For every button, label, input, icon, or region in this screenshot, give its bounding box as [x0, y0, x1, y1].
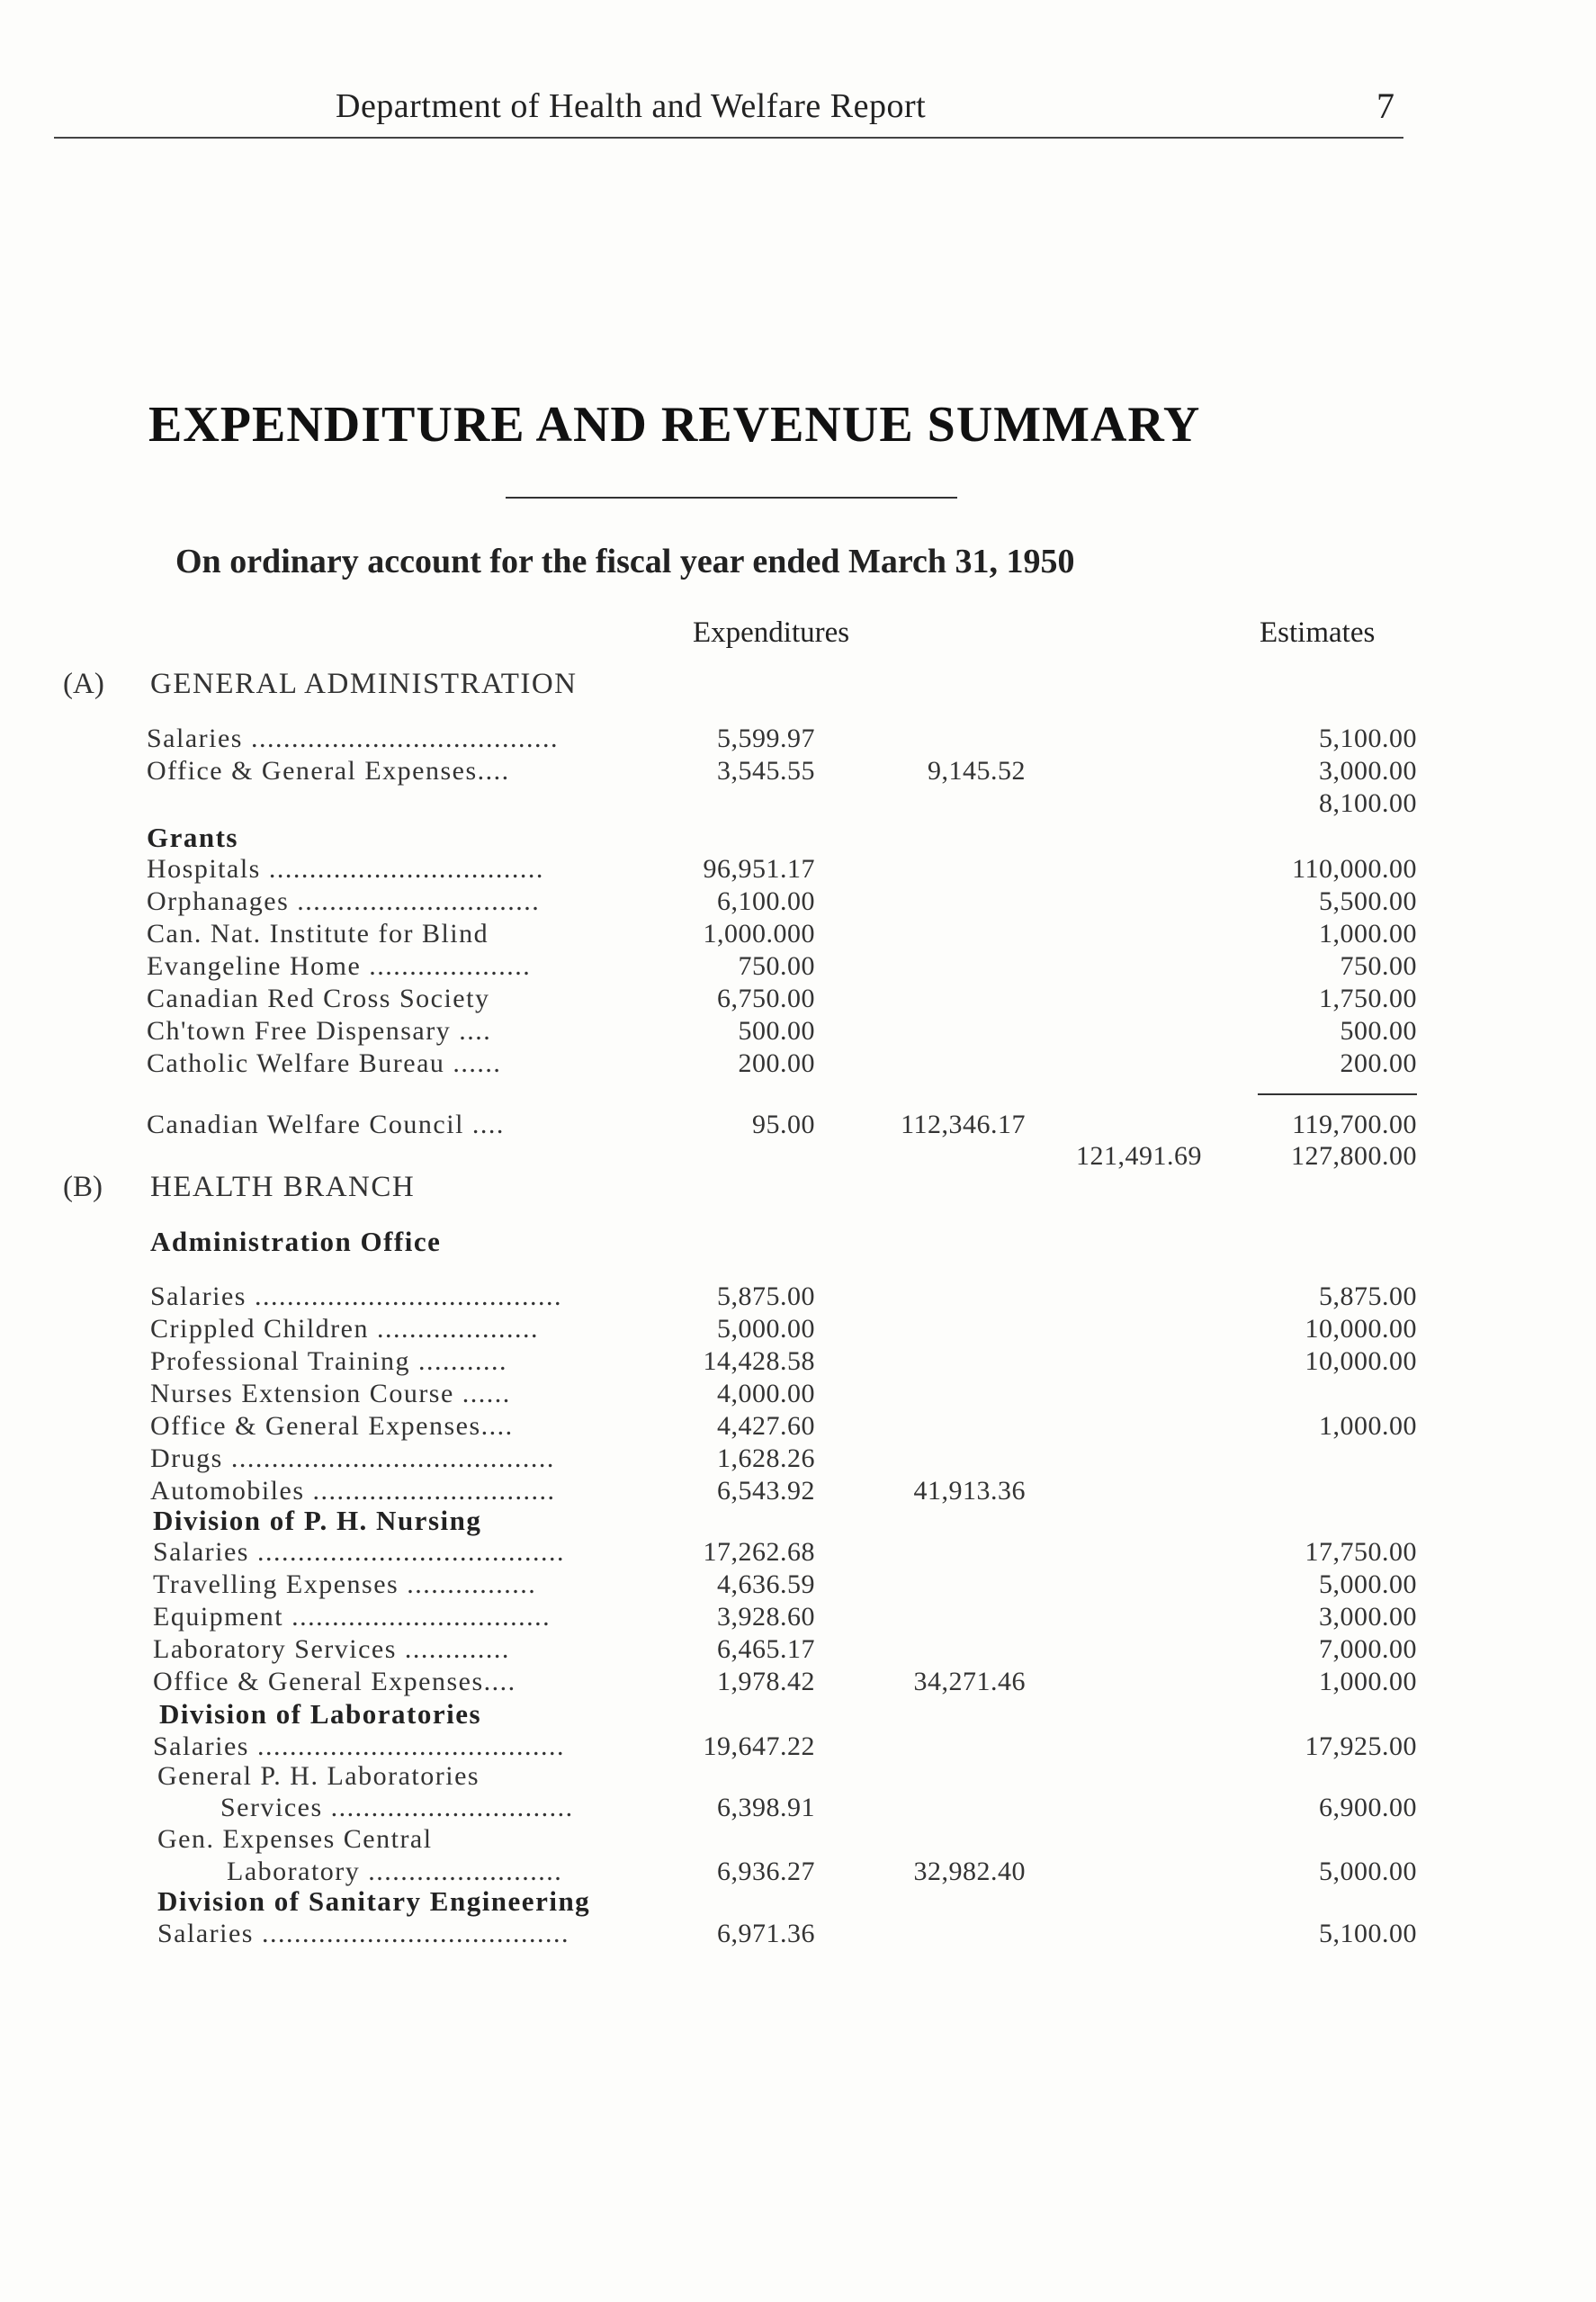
- expenditure-value: 3,928.60: [717, 1602, 815, 1632]
- expenditure-value: 6,971.36: [717, 1919, 815, 1948]
- subtotal-value: 41,913.36: [913, 1476, 1026, 1506]
- section-a-title: GENERAL ADMINISTRATION: [150, 668, 578, 700]
- expenditure-value: 5,875.00: [717, 1281, 815, 1311]
- estimate-value: 1,750.00: [1319, 984, 1417, 1013]
- page-title: EXPENDITURE AND REVENUE SUMMARY: [148, 397, 1201, 453]
- row-label-line-2: Laboratory ........................: [227, 1857, 563, 1886]
- expenditure-value: 4,427.60: [717, 1411, 815, 1441]
- row-label: Salaries ......................................: [157, 1919, 569, 1948]
- estimate-value: 7,000.00: [1319, 1634, 1417, 1664]
- row-label: Hospitals ..................................: [147, 854, 544, 884]
- row-label: Salaries ......................................: [153, 1537, 565, 1567]
- column-header-expenditures: Expenditures: [693, 616, 850, 649]
- expenditure-value: 6,398.91: [717, 1793, 815, 1822]
- estimate-value: 6,900.00: [1319, 1793, 1417, 1822]
- estimate-value: 3,000.00: [1319, 756, 1417, 786]
- estimate-value: 5,000.00: [1319, 1569, 1417, 1599]
- running-title: Department of Health and Welfare Report: [336, 87, 927, 125]
- laboratories-division-heading: Division of Laboratories: [159, 1698, 482, 1730]
- expenditure-value: 6,750.00: [717, 984, 815, 1013]
- row-label: Drugs ........................................: [150, 1443, 555, 1473]
- page-subtitle: On ordinary account for the fiscal year ended March 31, 1950: [175, 543, 1075, 580]
- row-label-line-1: Gen. Expenses Central: [157, 1824, 433, 1854]
- estimate-value: 1,000.00: [1319, 1667, 1417, 1696]
- row-label: Equipment ................................: [153, 1602, 551, 1632]
- expenditure-value: 3,545.55: [717, 756, 815, 786]
- row-label: Salaries ......................................: [150, 1281, 562, 1311]
- estimate-value: 5,100.00: [1319, 1919, 1417, 1948]
- expenditure-value: 96,951.17: [703, 854, 815, 884]
- estimate-value: 17,750.00: [1305, 1537, 1417, 1567]
- row-label: Office & General Expenses....: [150, 1411, 514, 1441]
- estimate-value: 17,925.00: [1305, 1731, 1417, 1761]
- estimate-value: 5,875.00: [1319, 1281, 1417, 1311]
- row-label: Office & General Expenses....: [153, 1667, 516, 1696]
- estimate-value: 500.00: [1340, 1016, 1417, 1046]
- estimate-value: 110,000.00: [1292, 854, 1417, 884]
- expenditure-value: 14,428.58: [703, 1346, 815, 1376]
- column-header-estimates: Estimates: [1260, 616, 1376, 649]
- estimate-value: 5,000.00: [1319, 1857, 1417, 1886]
- administration-office-heading: Administration Office: [150, 1226, 442, 1257]
- section-a-mark: (A): [63, 668, 104, 700]
- row-label: Crippled Children ....................: [150, 1314, 539, 1344]
- row-label: Salaries ......................................: [153, 1731, 565, 1761]
- total-rule: [1258, 1093, 1417, 1095]
- estimate-value: 5,100.00: [1319, 724, 1417, 753]
- title-rule: [506, 497, 957, 499]
- nursing-division-heading: Division of P. H. Nursing: [153, 1505, 482, 1536]
- subtotal-value: 34,271.46: [913, 1667, 1026, 1696]
- page-number: 7: [1376, 85, 1394, 126]
- expenditure-value: 5,599.97: [717, 724, 815, 753]
- expenditure-value: 4,636.59: [717, 1569, 815, 1599]
- row-label: Evangeline Home ....................: [147, 951, 532, 981]
- section-a-total-estimate: 127,800.00: [1291, 1141, 1417, 1171]
- expenditure-value: 6,936.27: [717, 1857, 815, 1886]
- row-label: Nurses Extension Course ......: [150, 1379, 511, 1408]
- expenditure-value: 500.00: [738, 1016, 815, 1046]
- expenditure-value: 95.00: [752, 1110, 815, 1139]
- sanitary-engineering-heading: Division of Sanitary Engineering: [157, 1885, 591, 1917]
- row-label-line-2: Services ..............................: [220, 1793, 574, 1822]
- subtotal-value: 112,346.17: [901, 1110, 1026, 1139]
- estimate-value: 3,000.00: [1319, 1602, 1417, 1632]
- expenditure-value: 1,628.26: [717, 1443, 815, 1473]
- row-label: Office & General Expenses....: [147, 756, 510, 786]
- estimate-value: 1,000.00: [1319, 919, 1417, 949]
- expenditure-value: 4,000.00: [717, 1379, 815, 1408]
- row-label: Professional Training ...........: [150, 1346, 508, 1376]
- expenditure-value: 6,100.00: [717, 886, 815, 916]
- row-label: Catholic Welfare Bureau ......: [147, 1048, 502, 1078]
- estimate-value: 119,700.00: [1292, 1110, 1417, 1139]
- row-label: Laboratory Services .............: [153, 1634, 510, 1664]
- estimate-subtotal: 8,100.00: [1319, 788, 1417, 818]
- estimate-value: 200.00: [1340, 1048, 1417, 1078]
- expenditure-value: 5,000.00: [717, 1314, 815, 1344]
- expenditure-value: 1,978.42: [717, 1667, 815, 1696]
- estimate-value: 5,500.00: [1319, 886, 1417, 916]
- row-label: Canadian Welfare Council ....: [147, 1110, 505, 1139]
- row-label: Orphanages ..............................: [147, 886, 541, 916]
- row-label-line-1: General P. H. Laboratories: [157, 1761, 480, 1791]
- expenditure-value: 17,262.68: [703, 1537, 815, 1567]
- section-a-total-expenditure: 121,491.69: [1076, 1141, 1202, 1171]
- subtotal-value: 9,145.52: [928, 756, 1026, 786]
- grants-heading: Grants: [147, 822, 238, 853]
- expenditure-value: 19,647.22: [703, 1731, 815, 1761]
- expenditure-value: 6,465.17: [717, 1634, 815, 1664]
- subtotal-value: 32,982.40: [913, 1857, 1026, 1886]
- row-label: Can. Nat. Institute for Blind: [147, 919, 489, 949]
- header-rule: [54, 137, 1403, 139]
- estimate-value: 1,000.00: [1319, 1411, 1417, 1441]
- expenditure-value: 1,000.000: [703, 919, 815, 949]
- estimate-value: 10,000.00: [1305, 1346, 1417, 1376]
- expenditure-value: 200.00: [738, 1048, 815, 1078]
- row-label: Travelling Expenses ................: [153, 1569, 537, 1599]
- section-b-title: HEALTH BRANCH: [150, 1171, 416, 1203]
- section-b-mark: (B): [63, 1171, 103, 1203]
- row-label: Canadian Red Cross Society: [147, 984, 490, 1013]
- row-label: Ch'town Free Dispensary ....: [147, 1016, 492, 1046]
- estimate-value: 750.00: [1340, 951, 1417, 981]
- row-label: Salaries ......................................: [147, 724, 559, 753]
- expenditure-value: 6,543.92: [717, 1476, 815, 1506]
- estimate-value: 10,000.00: [1305, 1314, 1417, 1344]
- row-label: Automobiles ..............................: [150, 1476, 556, 1506]
- expenditure-value: 750.00: [738, 951, 815, 981]
